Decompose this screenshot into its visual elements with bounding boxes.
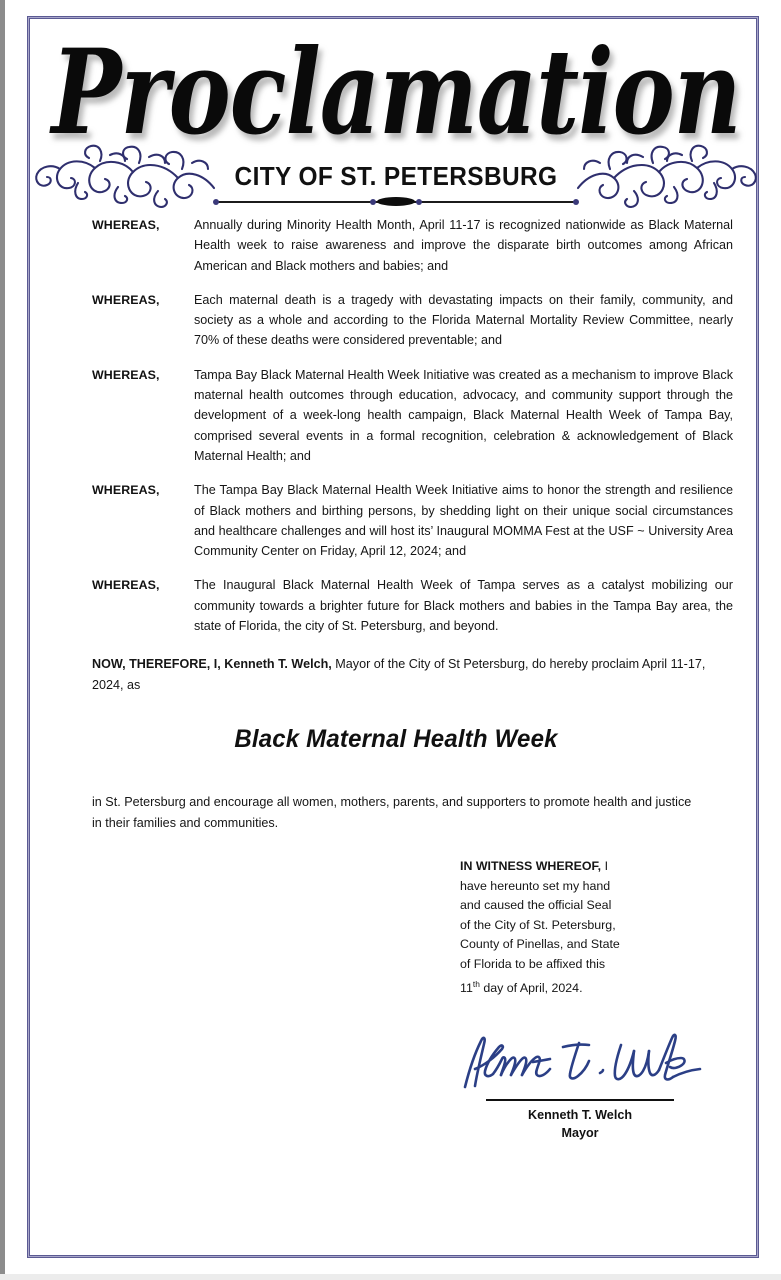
clause-label: WHEREAS, <box>92 578 160 593</box>
whereas-clause <box>30 365 762 466</box>
clause-text: Tampa Bay Black Maternal Health Week Initiative was created as a mechanism to improve Black maternal health outcomes through education, advocacy, and community support through the development of a week-long health campaign, Black Maternal Health Week of Tampa Bay, comprised several events in a formal recognition, celebration & acknowledgement of Black Maternal Health; and <box>194 367 733 463</box>
signature-line <box>486 1099 674 1101</box>
page-bottom-edge-shadow <box>0 1274 781 1280</box>
page-title: Proclamation <box>51 23 741 162</box>
signatory-name: Kenneth T. Welch <box>527 1107 633 1122</box>
city-title-row <box>30 161 762 213</box>
witness-line-5: County of Pinellas, and State <box>460 937 620 952</box>
witness-lead-rest: I <box>601 859 609 873</box>
witness-line-3: and caused the official Seal <box>460 898 612 913</box>
proclaimed-title: Black Maternal Health Week <box>234 724 558 753</box>
clause-text: Annually during Minority Health Month, April 11-17 is recognized nationwide as Black Maternal Health week to raise awareness and improve the disparate birth outcomes among African American and Black mothers and babies; and <box>194 218 733 273</box>
page-left-edge-shadow <box>0 0 5 1280</box>
clause-label: WHEREAS, <box>92 292 160 307</box>
witness-block <box>460 857 710 998</box>
document-header <box>30 23 762 213</box>
resolution-paragraph <box>30 654 762 695</box>
witness-line-4: of the City of St. Petersburg, <box>460 917 616 932</box>
divider-dot-icon <box>213 199 219 205</box>
whereas-clause <box>30 215 762 276</box>
witness-day-number: 11 <box>460 980 473 995</box>
witness-line-7 <box>460 975 710 999</box>
divider-dot-icon <box>416 199 422 205</box>
whereas-clause <box>30 480 762 561</box>
city-name: CITY OF ST. PETERSBURG <box>234 160 558 191</box>
clause-label: WHEREAS, <box>92 218 160 232</box>
clause-text: Each maternal death is a tragedy with devastating impacts on their family, community, and society as a whole and according to the Florida Maternal Mortality Review Committee, nearly 70% of these deaths were considered preventable; and <box>194 292 733 348</box>
document-body <box>30 215 762 834</box>
witness-line-2: have hereunto set my hand <box>460 878 611 893</box>
witness-day-suffix: th <box>472 978 480 989</box>
resolution-lead-rest: Mayor of the City of St Petersburg, do hereby proclaim April 11-17, 2024, as <box>92 657 706 692</box>
whereas-clause <box>30 290 762 351</box>
clause-label: WHEREAS, <box>92 483 160 498</box>
signature-block <box>430 1029 730 1142</box>
clause-text: The Inaugural Black Maternal Health Week of Tampa serves as a catalyst mobilizing our community towards a brighter future for Black mothers and babies in the Tampa Bay area, the state of Florida, the city of St. Petersburg, and beyond. <box>194 578 733 634</box>
header-divider-rule <box>214 196 578 208</box>
witness-line-6: of Florida to be affixed this <box>460 956 606 971</box>
whereas-clause <box>30 575 762 636</box>
witness-date-rest: day of April, 2024. <box>479 980 583 995</box>
witness-line-1 <box>460 857 710 877</box>
clause-label: WHEREAS, <box>92 367 160 382</box>
flourish-right-icon <box>574 139 760 218</box>
divider-dot-icon <box>370 199 376 205</box>
mayor-signature-image <box>430 1029 730 1097</box>
decorative-page-border <box>27 16 759 1258</box>
divider-lens-ornament-icon <box>377 197 415 206</box>
closing-paragraph: in St. Petersburg and encourage all women, mothers, parents, and supporters to promote health and justice in their families and communities. <box>92 794 692 830</box>
divider-dot-icon <box>573 199 579 205</box>
signatory-role: Mayor <box>561 1125 599 1140</box>
witness-lead-bold: IN WITNESS WHEREOF, <box>460 859 602 873</box>
resolution-lead-bold: NOW, THEREFORE, I, Kenneth T. Welch, <box>92 657 332 672</box>
clause-text: The Tampa Bay Black Maternal Health Week Initiative aims to honor the strength and resilience of Black mothers and birthing persons, by shedding light on their unique social circumstances and healthcare challenges and will host its’ Inaugural MOMMA Fest at the USF ~ University Area Community Center on Friday, April 12, 2024; and <box>194 483 733 559</box>
